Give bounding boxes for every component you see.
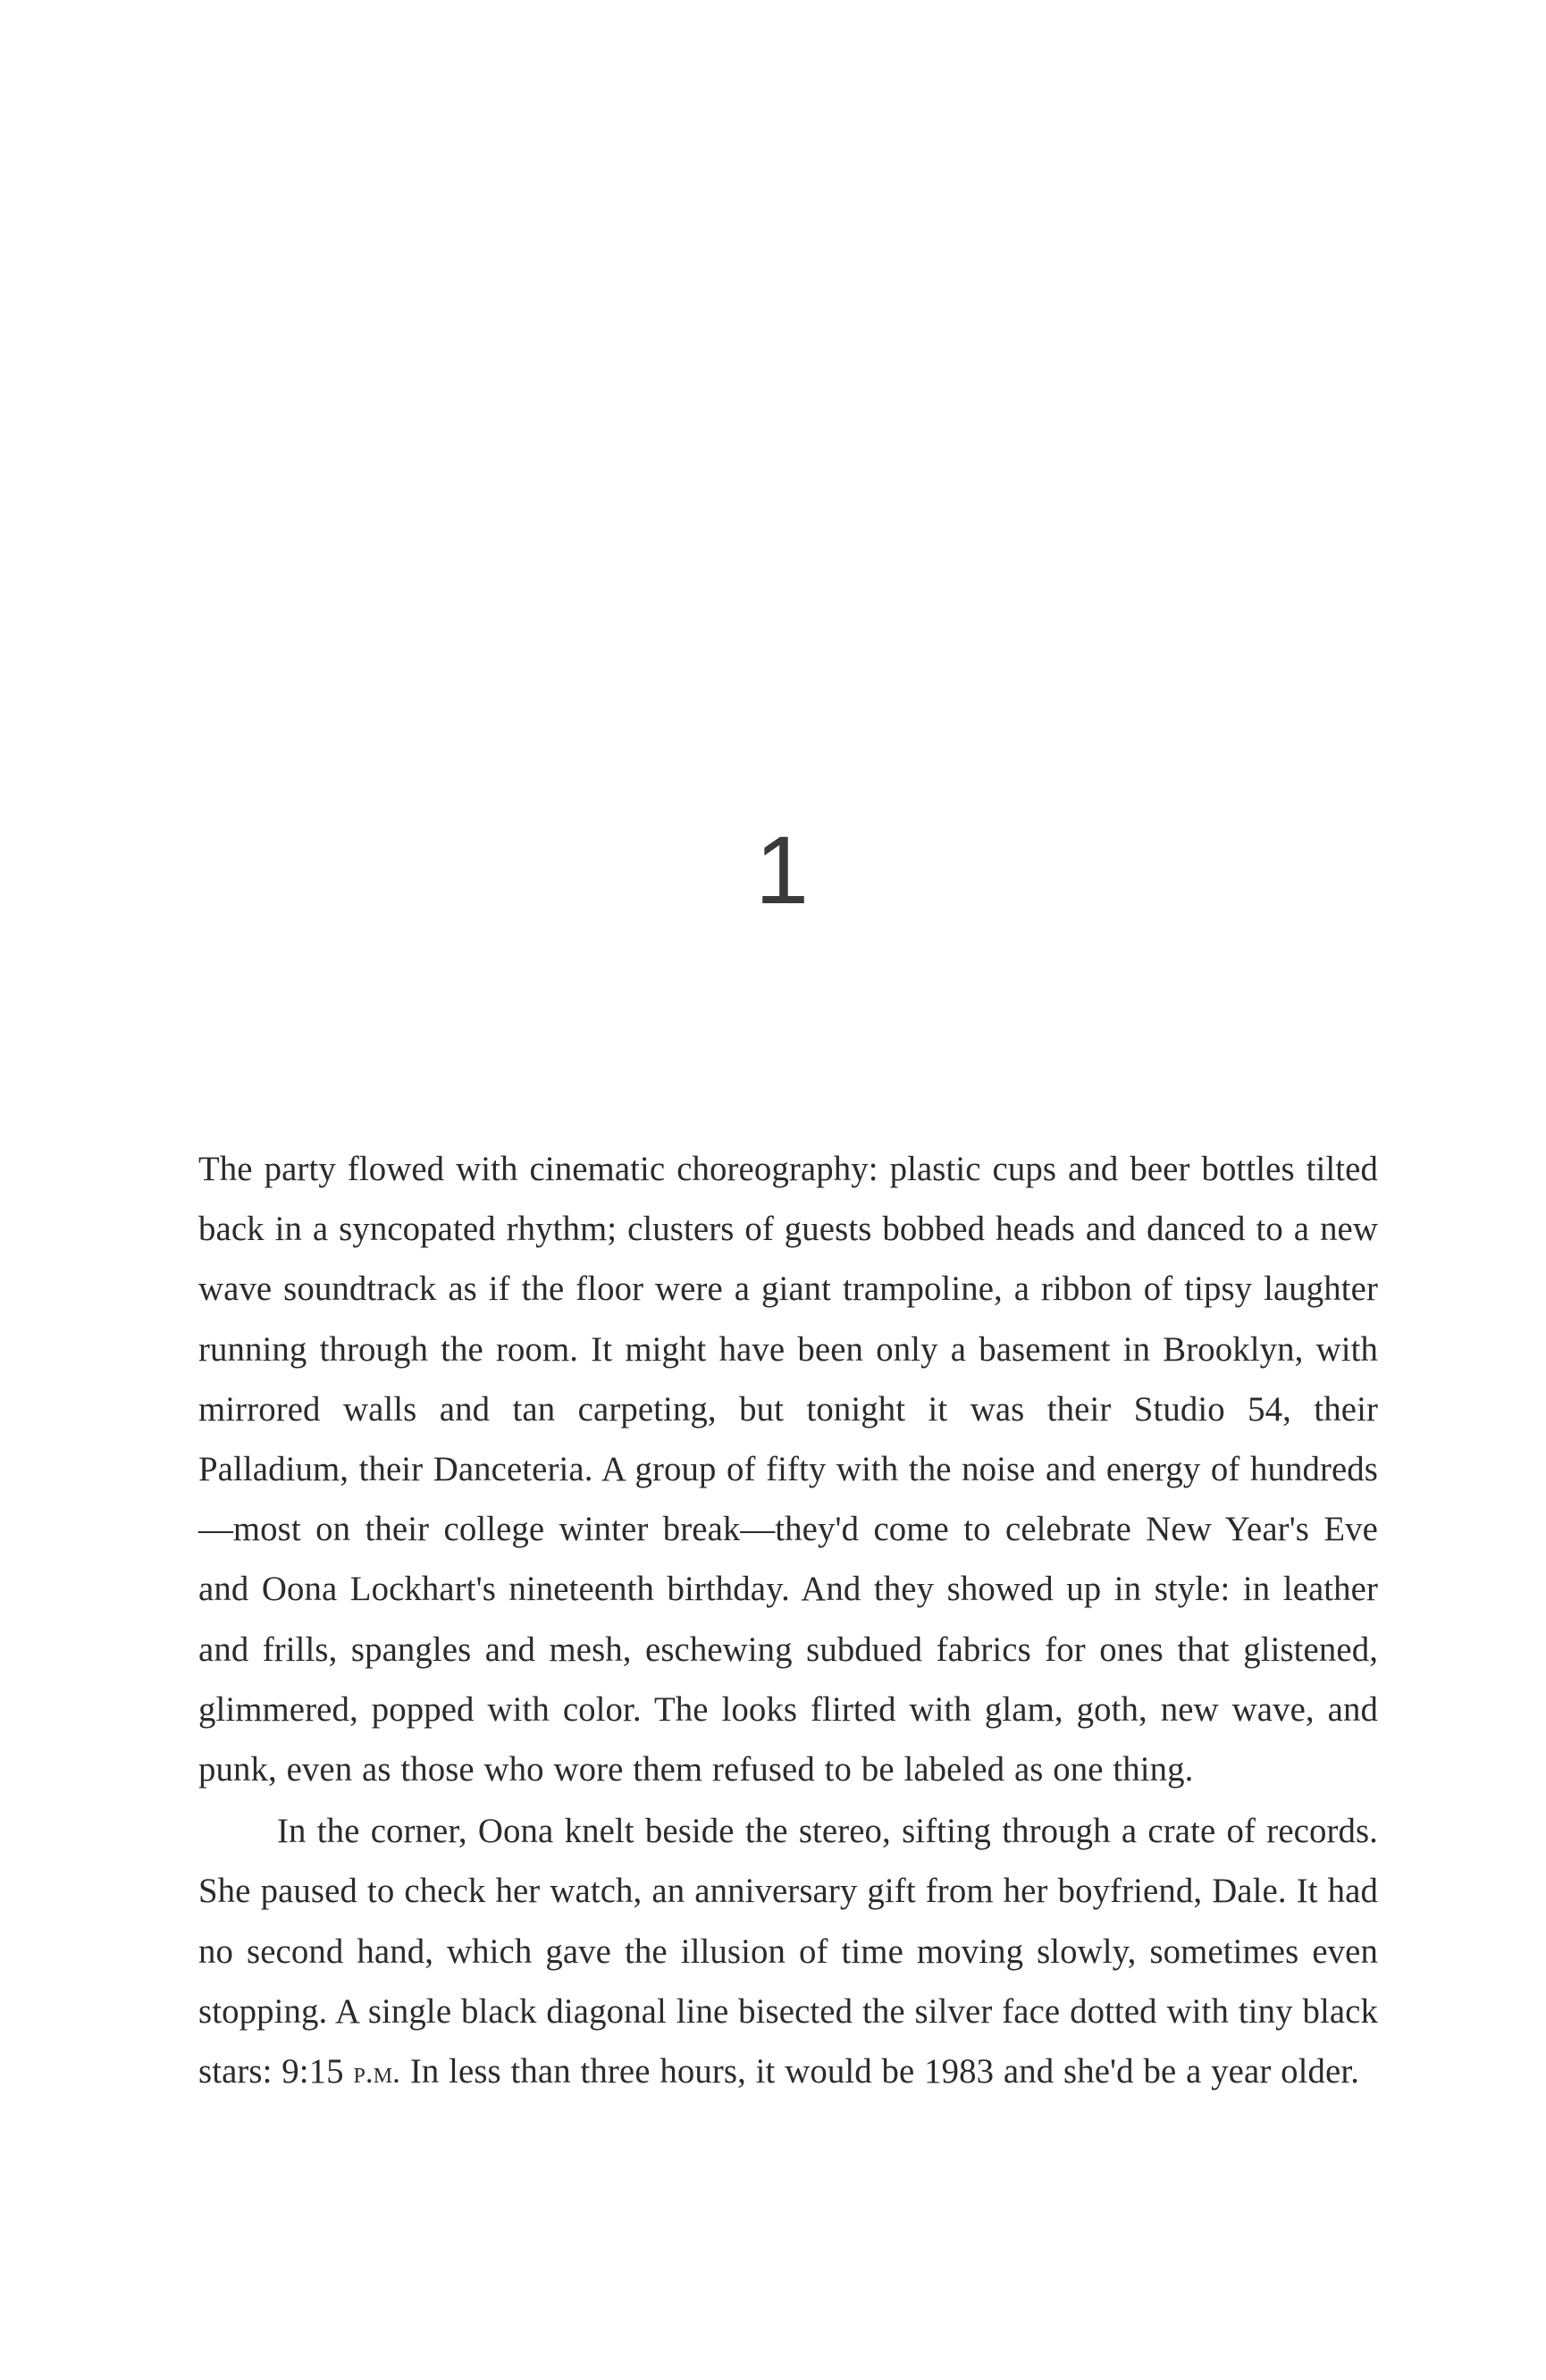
paragraph-2-text-after-time: In less than three hours, it would be 1983 and she'd be a year older. xyxy=(400,2052,1360,2091)
paragraph-2-text-before-time: In the corner, Oona knelt beside the stereo, sifting through a crate of records. She paused to check her watch, an anniversary gift from her boyfriend, Dale. It had no second hand, which gave the illusion of time moving slowly, sometimes even stopping. A single black diagonal line bisected the silver face dotted with tiny black stars: 9:15 xyxy=(198,1812,1378,2091)
chapter-body xyxy=(198,1139,1378,2102)
chapter-number: 1 xyxy=(754,816,810,924)
paragraph-1: The party flowed with cinematic choreography: plastic cups and beer bottles tilted back in a syncopated rhythm; clusters of guests bobbed heads and danced to a new wave soundtrack as if the floor were a giant trampoline, a ribbon of tipsy laughter running through the room. It might have been only a basement in Brooklyn, with mirrored walls and tan carpeting, but tonight it was their Studio 54, their Palladium, their Danceteria. A group of fifty with the noise and energy of hundreds—most on their college winter break—they'd come to celebrate New Year's Eve and Oona Lockhart's nineteenth birthday. And they showed up in style: in leather and frills, spangles and mesh, eschewing subdued fabrics for ones that glistened, glimmered, popped with color. The looks flirted with glam, goth, new wave, and punk, even as those who wore them refused to be labeled as one thing. xyxy=(198,1150,1378,1789)
time-suffix: p.m. xyxy=(353,2055,401,2091)
paragraph-2 xyxy=(198,1801,1378,2102)
